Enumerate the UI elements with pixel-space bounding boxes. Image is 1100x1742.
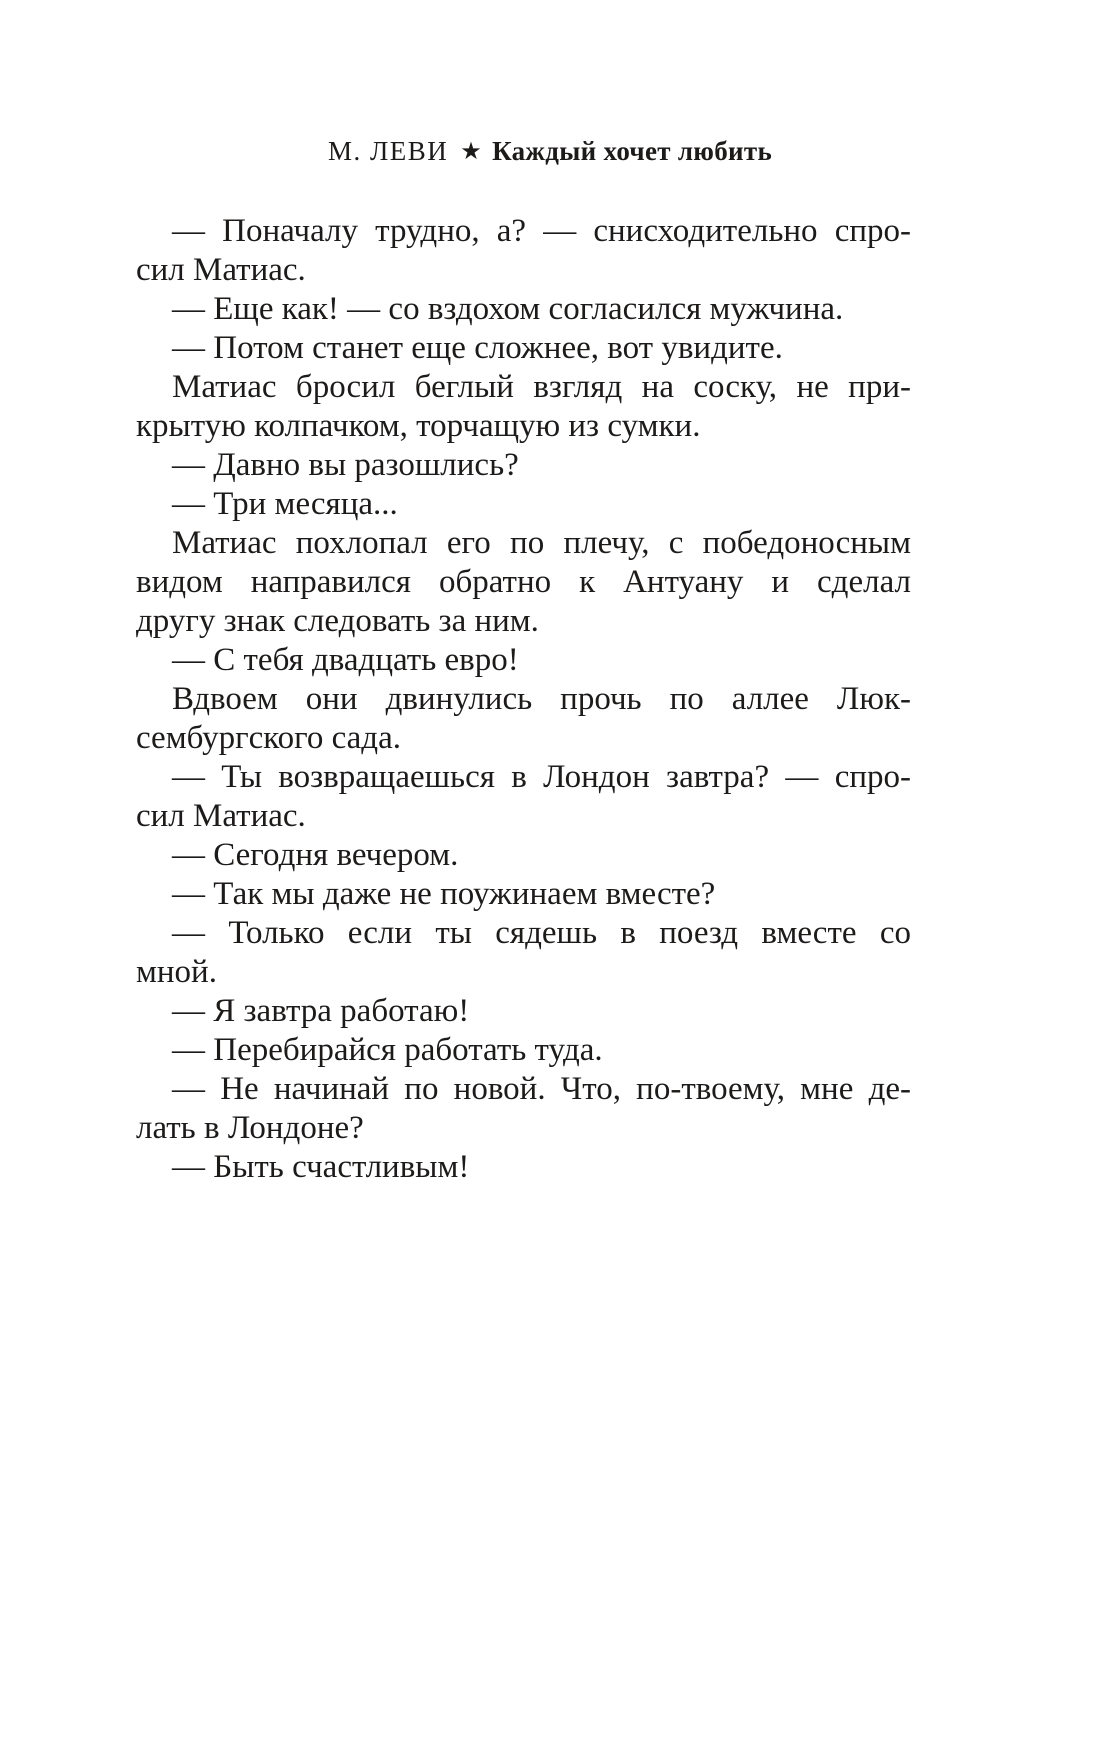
text-line: — Только если ты сядешь в поезд вместе со <box>172 915 911 951</box>
text-line: — Ты возвращаешься в Лондон завтра? — спро- <box>172 759 911 795</box>
text-line: — Я завтра работаю! <box>172 993 470 1029</box>
text-line: — Не начинай по новой. Что, по-твоему, мне де- <box>172 1071 911 1107</box>
text-line: Вдвоем они двинулись прочь по аллее Люк- <box>172 681 911 717</box>
text-line: — Три месяца... <box>172 486 398 522</box>
text-line: — Давно вы разошлись? <box>172 447 519 483</box>
header-author: М. ЛЕВИ <box>327 136 449 166</box>
text-line: сил Матиас. <box>136 252 306 288</box>
text-line: — Перебирайся работать туда. <box>172 1032 603 1068</box>
text-line: видом направился обратно к Антуану и сделал <box>136 564 911 600</box>
text-line: лать в Лондоне? <box>136 1110 364 1146</box>
text-line: другу знак следовать за ним. <box>136 603 539 639</box>
header-title: Каждый хочет любить <box>492 136 773 166</box>
text-line: сил Матиас. <box>136 798 306 834</box>
text-line: — Сегодня вечером. <box>172 837 459 873</box>
text-line: Матиас похлопал его по плечу, с победоносным <box>172 525 911 561</box>
running-header <box>0 133 1100 171</box>
text-line: — Так мы даже не поужинаем вместе? <box>172 876 716 912</box>
text-line: — Быть счастливым! <box>172 1149 470 1185</box>
text-line: — Еще как! — со вздохом согласился мужчина. <box>172 291 844 327</box>
star-icon: ★ <box>460 139 483 165</box>
text-line: сембургского сада. <box>136 720 401 756</box>
text-line: Матиас бросил беглый взгляд на соску, не при- <box>172 369 911 405</box>
text-line: — Поначалу трудно, а? — снисходительно спро- <box>172 213 911 249</box>
text-line: крытую колпачком, торчащую из сумки. <box>136 408 701 444</box>
text-line: — С тебя двадцать евро! <box>172 642 519 678</box>
text-line: мной. <box>136 954 217 990</box>
body-text <box>136 212 911 1187</box>
text-line: — Потом станет еще сложнее, вот увидите. <box>172 330 783 366</box>
